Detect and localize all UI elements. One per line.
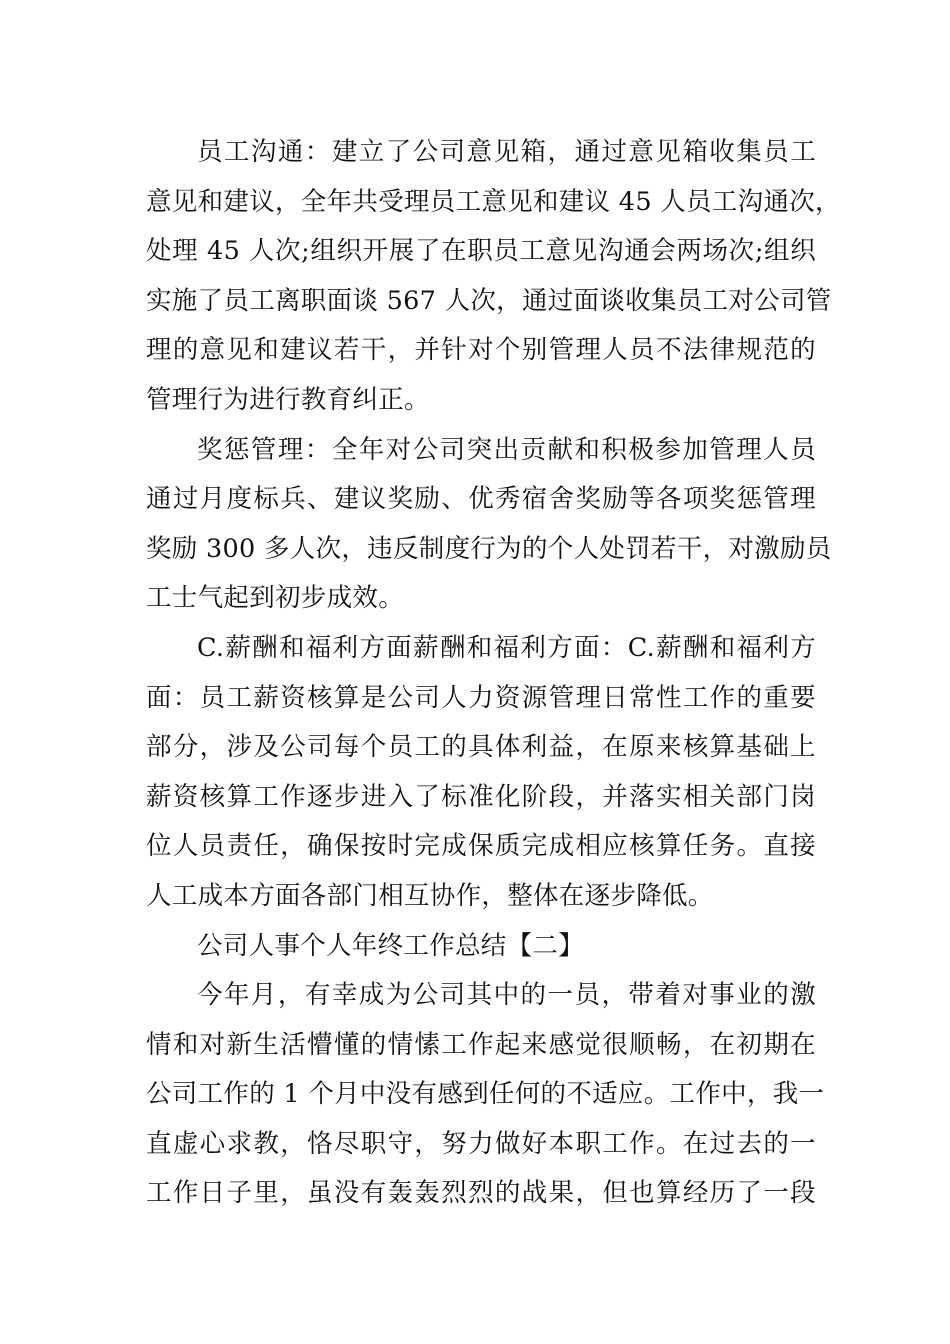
text-line: 奖励 300 多人次，违反制度行为的个人处罚若干，对激励员	[146, 533, 832, 564]
text-line: 面：员工薪资核算是公司人力资源管理日常性工作的重要	[146, 682, 816, 713]
text-line: 直虚心求教，恪尽职守，努力做好本职工作。在过去的一	[146, 1128, 816, 1159]
text-line: 位人员责任，确保按时完成保质完成相应核算任务。直接	[146, 831, 816, 862]
text-line: C.薪酬和福利方面薪酬和福利方面：C.薪酬和福利方	[197, 632, 816, 663]
text-line: 工士气起到初步成效。	[146, 583, 405, 614]
text-line: 意见和建议，全年共受理员工意见和建议 45 人员工沟通次，	[146, 186, 841, 217]
text-line: 情和对新生活懵懂的情愫工作起来感觉很顺畅，在初期在	[146, 1029, 816, 1060]
text-line: 理的意见和建议若干，并针对个别管理人员不法律规范的	[146, 335, 816, 366]
section-heading-two	[146, 922, 816, 972]
text-line: 公司工作的 1 个月中没有感到任何的不适应。工作中，我一	[146, 1079, 825, 1110]
paragraph-this-year	[146, 971, 825, 1219]
paragraph-salary-benefits	[146, 624, 816, 922]
text-line: 处理 45 人次;组织开展了在职员工意见沟通会两场次;组织	[146, 236, 816, 267]
text-line: 员工沟通：建立了公司意见箱，通过意见箱收集员工	[197, 137, 816, 167]
text-line: 今年月，有幸成为公司其中的一员，带着对事业的激	[197, 980, 816, 1011]
text-line: 工作日子里，虽没有轰轰烈烈的战果，但也算经历了一段	[146, 1178, 816, 1209]
text-line: 通过月度标兵、建议奖励、优秀宿舍奖励等各项奖惩管理	[146, 484, 816, 515]
paragraph-rewards-penalties	[146, 426, 832, 624]
text-line: 人工成本方面各部门相互协作，整体在逐步降低。	[146, 880, 714, 911]
section-heading-text: 公司人事个人年终工作总结【二】	[197, 930, 585, 961]
text-line: 奖惩管理：全年对公司突出贡献和积极参加管理人员	[197, 434, 816, 465]
text-line: 实施了员工离职面谈 567 人次，通过面谈收集员工对公司管	[146, 285, 832, 316]
paragraph-employee-communication	[146, 128, 841, 426]
text-line: 管理行为进行教育纠正。	[146, 384, 430, 415]
document-body	[146, 128, 841, 1219]
text-line: 部分，涉及公司每个员工的具体利益，在原来核算基础上	[146, 732, 816, 763]
text-line: 薪资核算工作逐步进入了标准化阶段，并落实相关部门岗	[146, 781, 816, 812]
